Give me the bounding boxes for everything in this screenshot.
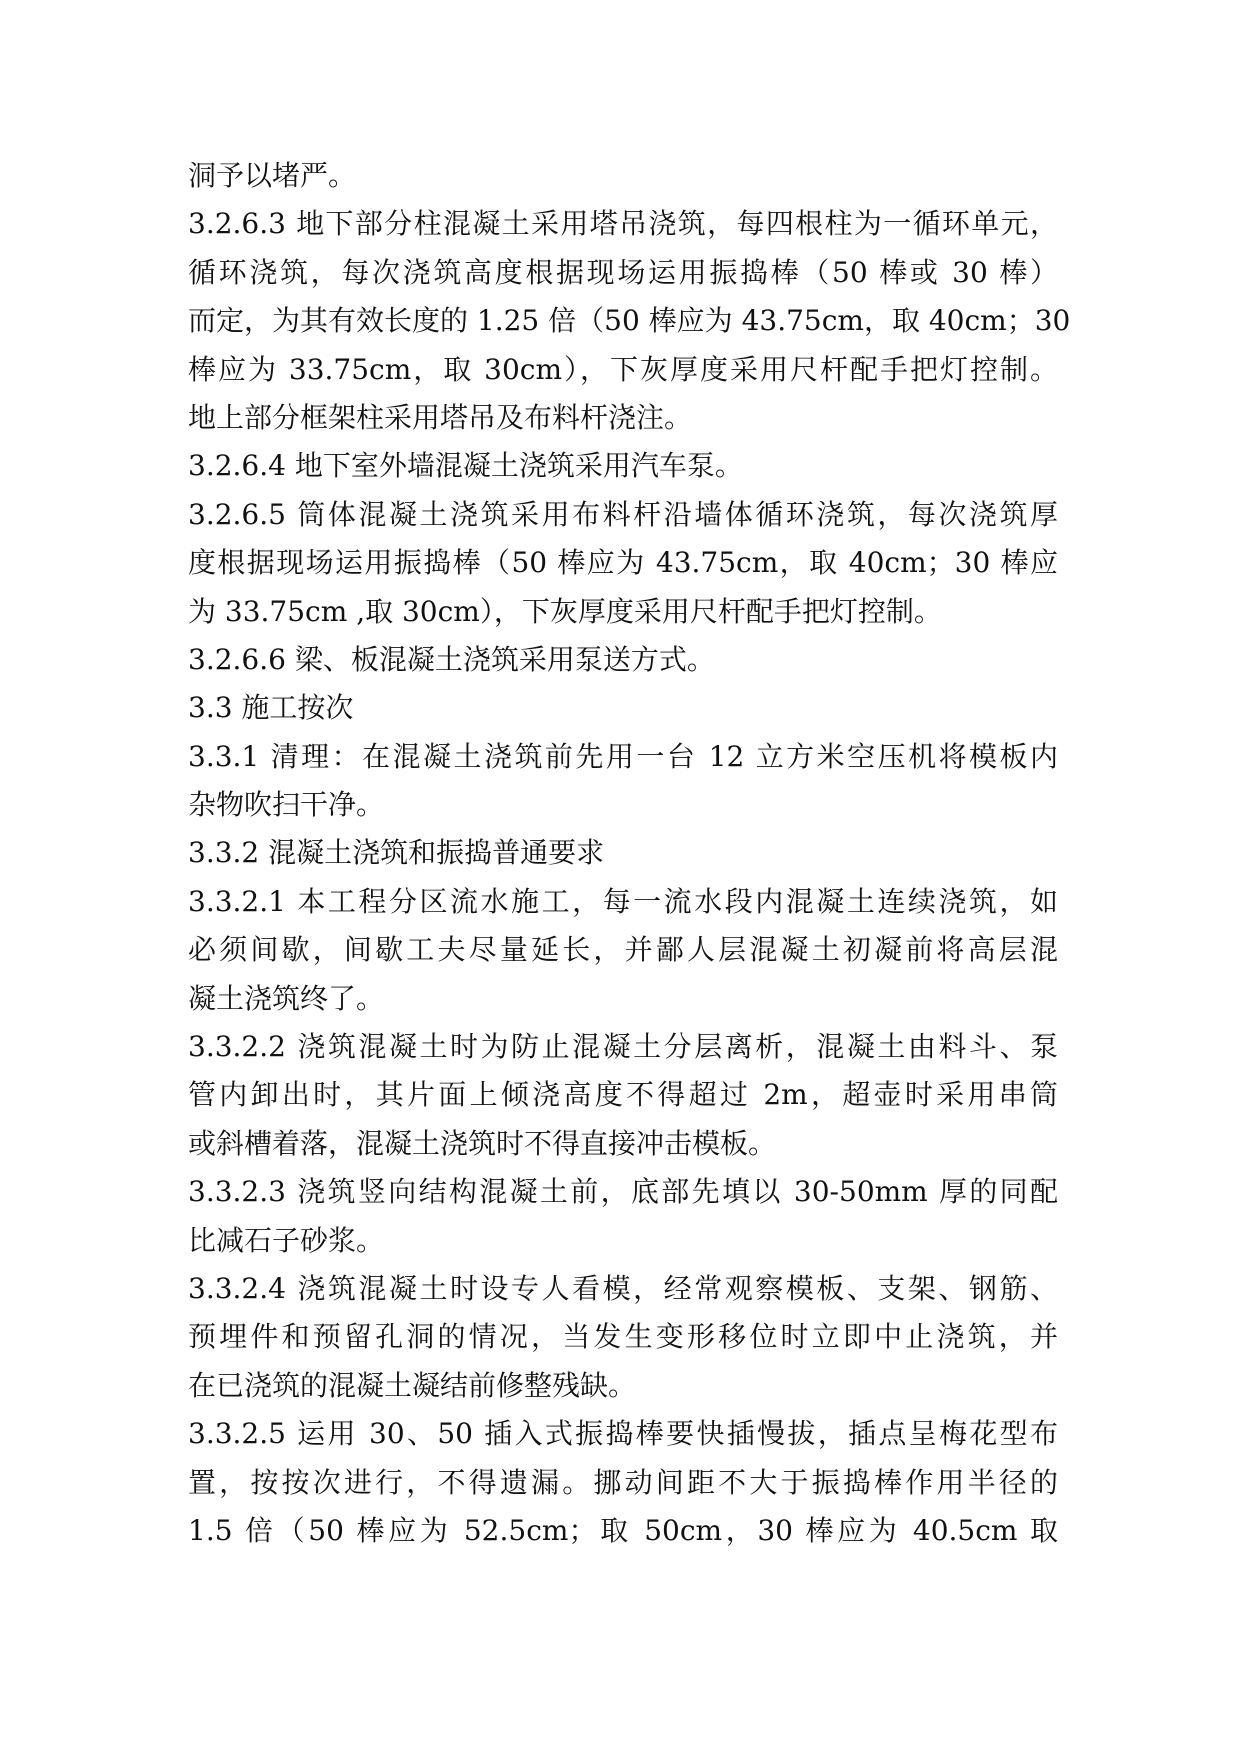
- text-line: 或斜槽着落，混凝土浇筑时不得直接冲击模板。: [188, 1126, 777, 1160]
- text-line: 循环浇筑，每次浇筑高度根据现场运用振捣棒（50 棒或 30 棒）: [188, 255, 1058, 289]
- text-line: 3.3.2.2 浇筑混凝土时为防止混凝土分层离析，混凝土由料斗、泵: [188, 1030, 1058, 1064]
- body-text: [188, 152, 1071, 1555]
- text-line: 3.2.6.3 地下部分柱混凝土采用塔吊浇筑，每四根柱为一循环单元，: [188, 207, 1058, 241]
- text-line: 管内卸出时，其片面上倾浇高度不得超过 2m，超壶时采用串筒: [188, 1078, 1058, 1112]
- text-line: 凝土浇筑终了。: [188, 981, 385, 1015]
- text-line: 在已浇筑的混凝土凝结前修整残缺。: [188, 1368, 637, 1402]
- text-line: 为 33.75cm ,取 30cm），下灰厚度采用尺杆配手把灯控制。: [188, 594, 942, 628]
- text-line: 3.3.2.5 运用 30、50 插入式振捣棒要快插慢拔，插点呈梅花型布: [188, 1417, 1058, 1451]
- text-line: 3.3.2.4 浇筑混凝土时设专人看模，经常观察模板、支架、钢筋、: [188, 1271, 1058, 1305]
- text-line: 杂物吹扫干净。: [188, 788, 385, 822]
- section-heading: 3.3 施工按次: [188, 691, 354, 725]
- text-line: 棒应为 33.75cm，取 30cm），下灰厚度采用尺杆配手把灯控制。: [188, 352, 1058, 386]
- subsection-heading: 3.3.2 混凝土浇筑和振捣普通要求: [188, 836, 605, 870]
- text-line: 3.3.2.1 本工程分区流水施工，每一流水段内混凝土连续浇筑，如: [188, 884, 1058, 918]
- text-line: 3.2.6.6 梁、板混凝土浇筑采用泵送方式。: [188, 642, 715, 676]
- text-line: 1.5 倍（50 棒应为 52.5cm；取 50cm，30 棒应为 40.5cm 取: [188, 1513, 1058, 1547]
- text-line: 必须间歇，间歇工夫尽量延长，并鄙人层混凝土初凝前将高层混: [188, 933, 1058, 967]
- text-line: 洞予以堵严。: [188, 159, 357, 192]
- text-line: 3.2.6.5 筒体混凝土浇筑采用布料杆沿墙体循环浇筑，每次浇筑厚: [188, 497, 1058, 531]
- text-line: 度根据现场运用振捣棒（50 棒应为 43.75cm，取 40cm；30 棒应: [188, 546, 1058, 580]
- text-line: 预埋件和预留孔洞的情况，当发生变形移位时立即中止浇筑，并: [188, 1320, 1058, 1354]
- text-line: 置，按按次进行，不得遗漏。挪动间距不大于振捣棒作用半径的: [188, 1465, 1058, 1499]
- text-line: 地上部分框架柱采用塔吊及布料杆浇注。: [188, 400, 693, 434]
- text-line: 3.3.2.3 浇筑竖向结构混凝土前，底部先填以 30-50mm 厚的同配: [188, 1175, 1058, 1209]
- text-line: 比减石子砂浆。: [188, 1223, 385, 1257]
- text-line: 3.2.6.4 地下室外墙混凝土浇筑采用汽车泵。: [188, 449, 743, 483]
- text-line: 3.3.1 清理：在混凝土浇筑前先用一台 12 立方米空压机将模板内: [188, 739, 1058, 773]
- text-line: 而定，为其有效长度的 1.25 倍（50 棒应为 43.75cm，取 40cm；30: [188, 304, 1071, 338]
